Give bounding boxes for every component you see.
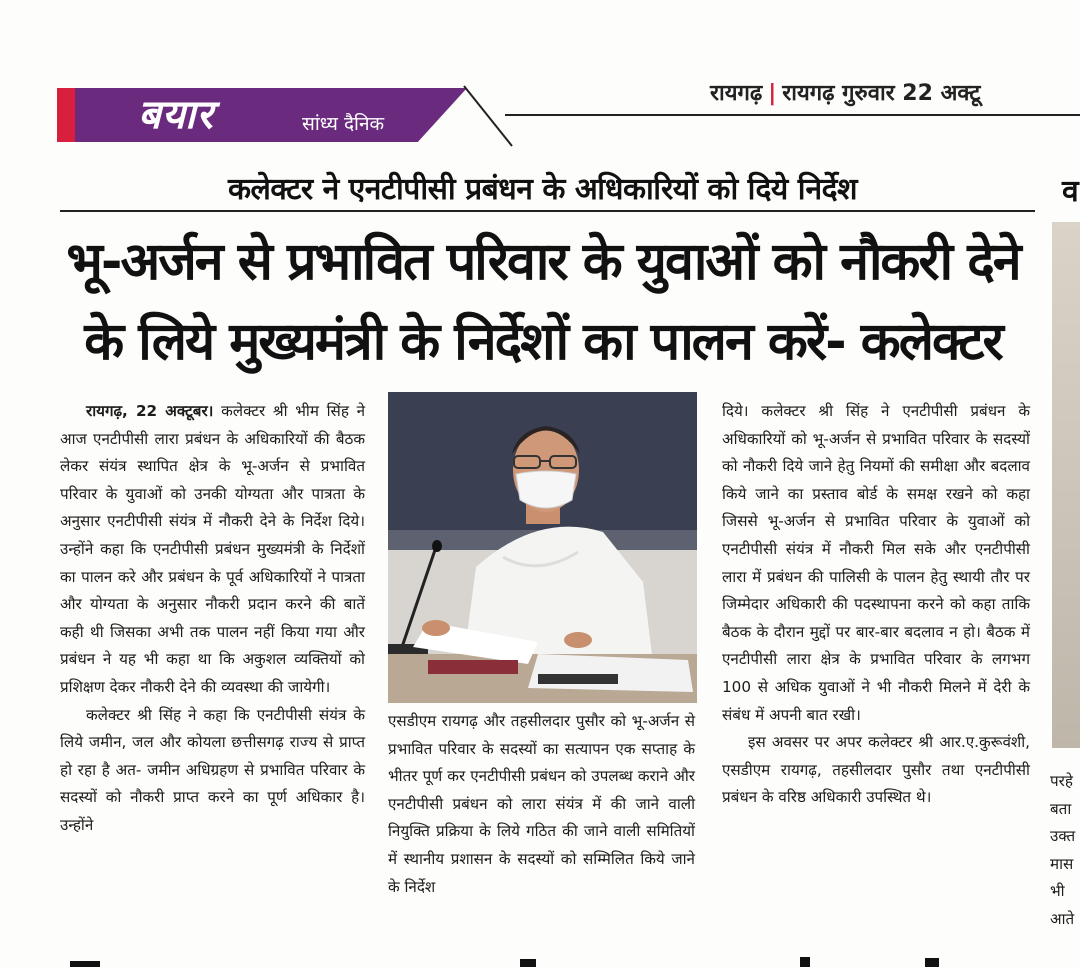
story-dateline: रायगढ़, 22 अक्टूबर। bbox=[86, 402, 214, 420]
kicker-rule bbox=[60, 210, 1035, 212]
article-column-1 bbox=[60, 398, 365, 840]
col1-paragraph-2: कलेक्टर श्री सिंह ने कहा कि एनटीपीसी संयंत्र के लिये जमीन, जल और कोयला छत्तीसगढ़ राज्य से प्राप्त हो रहा है अत- जमीन अधिग्रहण से प्रभावित परिवार के सदस्यों को नौकरी प्राप्त करने का पूर्ण अधिकार है। उन्होंने bbox=[60, 705, 365, 834]
next-text-line: मास bbox=[1050, 854, 1074, 873]
page-dateline bbox=[710, 80, 980, 108]
story-headline bbox=[48, 222, 1038, 382]
cropped-next-headline bbox=[0, 955, 1080, 967]
article-column-3 bbox=[722, 398, 1030, 812]
page-date: रायगढ़ गुरुवार 22 अक्टू bbox=[782, 81, 981, 106]
next-text-line: उक्त bbox=[1050, 827, 1076, 846]
next-story-photo bbox=[1052, 222, 1080, 748]
col2-paragraph-1: एसडीएम रायगढ़ और तहसीलदार पुसौर को भू-अर्जन से प्रभावित परिवार के सदस्यों का सत्यापन एक सप्ताह के भीतर पूर्ण कर एनटीपीसी प्रबंधन को उपलब्ध कराने और एनटीपीसी प्रबंधन को लारा संयंत्र में की जाने वाली नियुक्ति प्रक्रिया के लिये गठित की जाने वाली समितियों में स्थानीय प्रशासन के सदस्यों को सम्मिलित किये जाने के निर्देश bbox=[388, 712, 695, 896]
story-kicker: कलेक्टर ने एनटीपीसी प्रबंधन के अधिकारियों को दिये निर्देश bbox=[228, 172, 857, 207]
header-rule bbox=[505, 114, 1080, 116]
article-column-2 bbox=[388, 708, 695, 901]
newspaper-tagline: सांध्य दैनिक bbox=[302, 113, 385, 135]
next-text-line: भी bbox=[1050, 882, 1065, 901]
next-text-line: आते bbox=[1050, 909, 1075, 928]
col3-paragraph-2: इस अवसर पर अपर कलेक्टर श्री आर.ए.कुरूवंशी, एसडीएम रायगढ़, तहसीलदार पुसौर तथा एनटीपीसी प्रबंधन के वरिष्ठ अधिकारी उपस्थित थे। bbox=[722, 733, 1030, 807]
dateline-separator: | bbox=[768, 81, 777, 106]
next-text-line: बता bbox=[1050, 799, 1072, 818]
newspaper-logo: बयार bbox=[138, 92, 214, 138]
headline-line-2: के लिये मुख्यमंत्री के निर्देशों का पालन करें- कलेक्टर bbox=[84, 312, 1002, 372]
page-city: रायगढ़ bbox=[710, 81, 763, 106]
masthead-banner bbox=[57, 88, 467, 142]
next-story-kicker: व bbox=[1062, 174, 1079, 209]
next-story-text bbox=[1050, 768, 1080, 934]
col3-paragraph-1: दिये। कलेक्टर श्री सिंह ने एनटीपीसी प्रबंधन के अधिकारियों को भू-अर्जन से प्रभावित परिवार के सदस्यों को नौकरी दिये जाने हेतु नियमों की समीक्षा और बदलाव किये जाने का प्रस्ताव बोर्ड के समक्ष रखने को कहा जिससे भू-अर्जन से प्रभावित परिवार के युवाओं को एनटीपीसी संयंत्र में नौकरी मिल सके और एनटीपीसी लारा में प्रबंधन की पालिसी के पालन हेतु स्थायी तौर पर जिम्मेदार अधिकारी की पदस्थापना करने को कहा ताकि बैठक के दौरान मुद्दों पर बार-बार बदलाव न हो। बैठक में एनटीपीसी लारा क्षेत्र के प्रभावित परिवार के लगभग 100 से अधिक युवाओं ने भी नौकरी मिलने में देरी के संबंध में अपनी बात रखी। bbox=[722, 402, 1030, 724]
masthead-red-stripe bbox=[57, 88, 75, 142]
collector-photo bbox=[388, 392, 697, 703]
headline-line-1: भू-अर्जन से प्रभावित परिवार के युवाओं को नौकरी देने bbox=[66, 232, 1020, 292]
next-text-line: परहे bbox=[1050, 772, 1073, 790]
col1-paragraph-1: कलेक्टर श्री भीम सिंह ने आज एनटीपीसी लारा प्रबंधन के अधिकारियों की बैठक लेकर संयंत्र स्थापित क्षेत्र के भू-अर्जन से प्रभावित परिवार के युवाओं को उनकी योग्यता और पात्रता के अनुसार एनटीपीसी संयंत्र में नौकरी देने के निर्देश दिये। उन्होंने कहा कि एनटीपीसी प्रबंधन मुख्यमंत्री के निर्देशों का पालन करे और प्रबंधन के पूर्व अधिकारियों ने पात्रता और योग्यता के अनुसार नौकरी प्रदान करने की बातें कही थी जिसका अभी तक पालन नहीं किया गया और प्रबंधन ने यह भी कहा था कि अकुशल व्यक्तियों को प्रशिक्षण देकर नौकरी देने की व्यवस्था की जायेगी। bbox=[60, 402, 365, 696]
masthead-slash-decoration bbox=[462, 84, 514, 148]
